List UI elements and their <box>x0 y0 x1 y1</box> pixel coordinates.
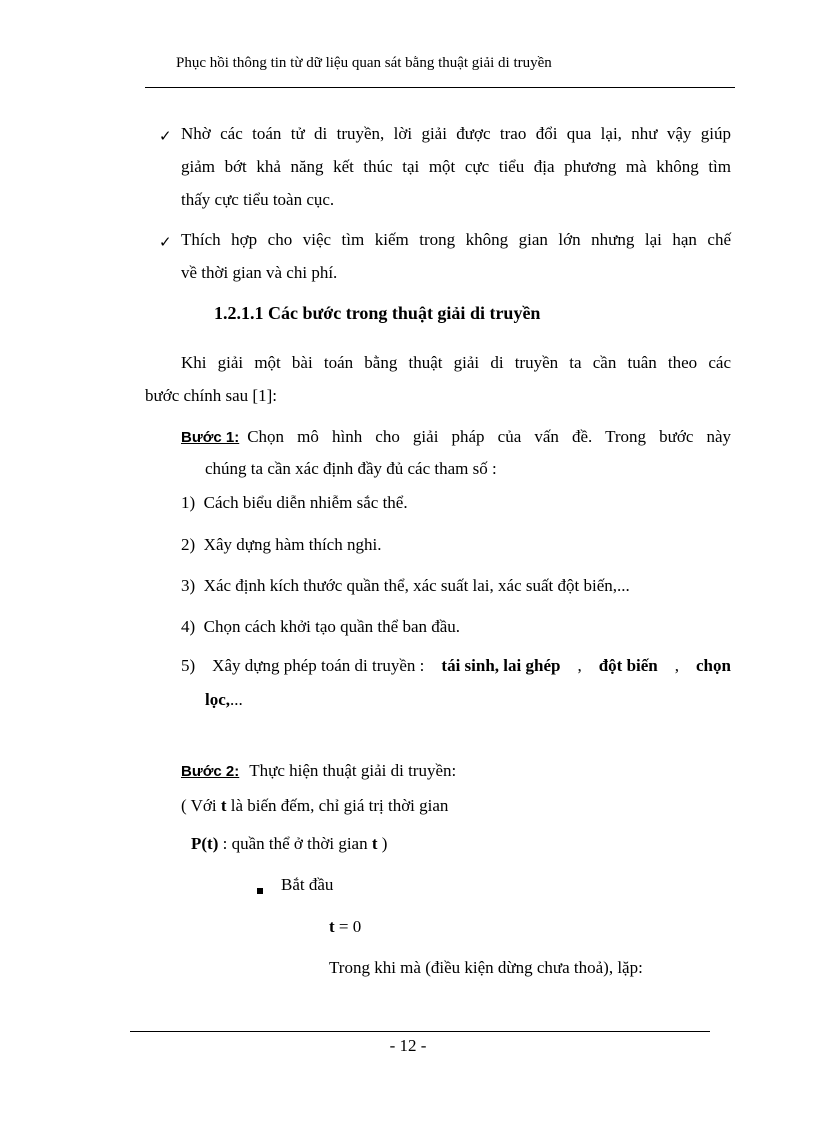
item5-tail: ... <box>230 690 243 709</box>
item-text: Xác định kích thước quần thể, xác suất lai, xác suất đột biến,... <box>203 576 630 595</box>
note-var: t <box>220 796 227 815</box>
numbered-item-1 <box>181 489 408 517</box>
note-text: là biến đếm, chỉ giá trị thời gian <box>226 796 449 815</box>
check-icon: ✓ <box>159 127 172 145</box>
check-icon: ✓ <box>159 233 172 251</box>
step1-text-2: chúng ta cần xác định đầy đủ các tham số : <box>205 459 497 478</box>
footer-divider <box>130 1031 710 1032</box>
item5-bold-4: lọc, <box>205 690 231 709</box>
intro-line-2: bước chính sau [1]: <box>145 386 277 405</box>
item5-bold-2: đột biến <box>598 656 658 675</box>
assign-value: = 0 <box>334 917 362 936</box>
note-text: ) <box>377 834 388 853</box>
item-text: Xây dựng hàm thích nghi. <box>203 535 382 554</box>
item5-bold-3: chọn <box>696 656 731 675</box>
note-var: t <box>371 834 378 853</box>
intro-line-1: Khi giải một bài toán bằng thuật giải di truyền ta cần tuân theo các <box>181 353 731 372</box>
page-number: - 12 - <box>389 1036 427 1055</box>
item5-sep-1: , <box>577 656 582 675</box>
item-text: Chọn cách khởi tạo quần thể ban đầu. <box>203 617 461 636</box>
numbered-item-5-line-2 <box>205 686 243 714</box>
step2-line <box>181 757 456 785</box>
check-item-1-line-3: thấy cực tiểu toàn cục. <box>181 190 335 209</box>
square-bullet-icon <box>257 881 263 899</box>
assign-var: t <box>329 917 335 936</box>
header-divider <box>145 87 735 88</box>
item5-prefix: Xây dựng phép toán di truyền : <box>212 656 425 675</box>
note-text: ( Với <box>181 796 221 815</box>
check-item-1-line-1: Nhờ các toán tử di truyền, lời giải được trao đổi qua lại, như vậy giúp <box>181 124 731 143</box>
running-header: Phục hồi thông tin từ dữ liệu quan sát bằng thuật giải di truyền <box>176 55 552 71</box>
item-number: 2) <box>181 535 196 554</box>
note-text: : quần thể ở thời gian <box>218 834 372 853</box>
step2-note-1 <box>181 792 448 820</box>
item-number: 1) <box>181 493 196 512</box>
item-number: 5) <box>181 656 196 675</box>
step2-note-2 <box>191 830 387 858</box>
section-heading: 1.2.1.1 Các bước trong thuật giải di truyền <box>214 303 541 323</box>
loop-line: Trong khi mà (điều kiện dừng chưa thoả), lặp: <box>329 958 643 977</box>
item5-sep-2: , <box>674 656 679 675</box>
check-item-2-line-2: về thời gian và chi phí. <box>181 263 338 282</box>
item-number: 3) <box>181 576 196 595</box>
numbered-item-5 <box>181 652 731 680</box>
step1-text-1: Chọn mô hình cho giải pháp của vấn đề. Trong bước này <box>247 427 731 446</box>
item5-bold-1: tái sinh, lai ghép <box>441 656 561 675</box>
numbered-item-2 <box>181 531 381 559</box>
check-item-2-line-1: Thích hợp cho việc tìm kiếm trong không gian lớn nhưng lại hạn chế <box>181 230 731 249</box>
check-item-1-line-2: giảm bớt khả năng kết thúc tại một cực tiểu địa phương mà không tìm <box>181 157 731 176</box>
numbered-item-4 <box>181 613 460 641</box>
numbered-item-3 <box>181 572 630 600</box>
step2-label: Bước 2: <box>181 763 240 780</box>
item-number: 4) <box>181 617 196 636</box>
step1-label: Bước 1: <box>181 429 240 446</box>
item-text: Cách biểu diễn nhiễm sắc thể. <box>203 493 408 512</box>
step1-line-1 <box>181 423 731 451</box>
assignment-line <box>329 913 361 941</box>
note-var: P(t) <box>191 834 219 853</box>
bullet-begin: Bắt đầu <box>281 875 334 894</box>
step2-text: Thực hiện thuật giải di truyền: <box>249 761 457 780</box>
